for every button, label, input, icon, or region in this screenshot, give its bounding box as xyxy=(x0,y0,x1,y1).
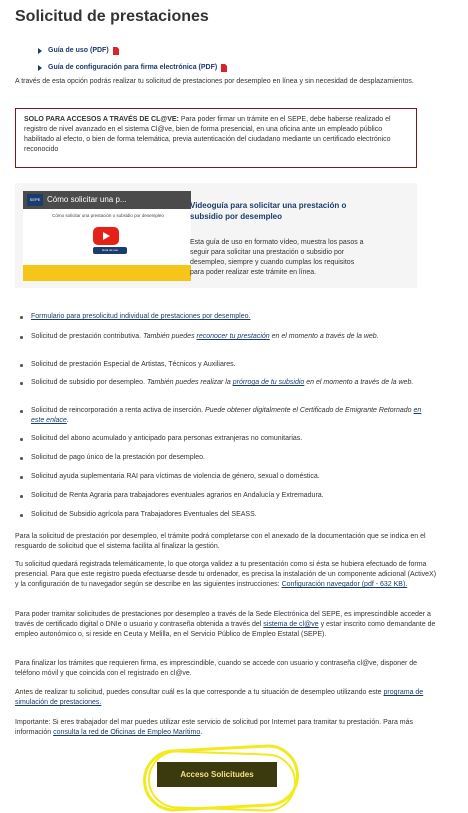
item-text: Solicitud del abono acumulado y anticipado para personas extranjeras no comunitarias. xyxy=(31,435,303,442)
pdf-icon xyxy=(113,47,119,55)
list-item xyxy=(15,406,425,434)
item-text: Solicitud de prestación Especial de Artistas, Técnicos y Auxiliares. xyxy=(31,361,236,368)
paragraph-maritimo xyxy=(15,718,440,738)
item-text: Solicitud de Subsidio agrícola para Trabajadores Eventuales del SEASS. xyxy=(31,511,257,518)
acceso-solicitudes-button[interactable]: Acceso Solicitudes xyxy=(157,762,277,787)
item-text: Solicitud de Renta Agraria para trabajadores eventuales agrarios en Andalucía y Extremadura. xyxy=(31,492,324,499)
guide-link-firma[interactable] xyxy=(38,59,438,76)
video-thumb-text: Cómo solicitar una prestación o subsidio por desempleo xyxy=(52,213,164,218)
page-title: Solicitud de prestaciones xyxy=(15,8,209,25)
config-navegador-link[interactable]: Configuración navegador (pdf - 632 KB). xyxy=(281,581,408,588)
certificado-emigrante-link[interactable]: en este enlace xyxy=(31,407,422,424)
simulacion-link[interactable]: programa de simulación de prestaciones. xyxy=(15,689,424,706)
paragraph-registro xyxy=(15,560,440,590)
request-list xyxy=(15,312,425,529)
list-item xyxy=(15,453,425,472)
presolicitud-link[interactable]: Formulario para presolicitud individual de prestaciones por desempleo. xyxy=(31,313,251,320)
paragraph-text: Para poder tramitar solicitudes de prestaciones por desempleo a través de la Sede Electrónica del SEPE, es imprescindible acceder a través de certificado digital o DNIe o usuario y contraseña obtenida a través del xyxy=(15,611,431,628)
item-text: Solicitud de reincorporación a renta activa de inserción. xyxy=(31,407,205,414)
sepe-logo: SEPE xyxy=(27,194,43,206)
guide-list xyxy=(38,42,438,76)
oficinas-maritimo-link[interactable]: consulta la red de Oficinas de Empleo Marítimo xyxy=(53,729,201,736)
video-thumbnail[interactable] xyxy=(23,191,191,281)
item-text: Solicitud de pago único de la prestación por desempleo. xyxy=(31,454,205,461)
sistema-clave-link[interactable]: sistema de cl@ve xyxy=(263,621,319,628)
arrow-right-icon xyxy=(38,65,42,71)
list-item xyxy=(15,491,425,510)
video-thumb-button: Guía de uso xyxy=(93,247,127,254)
notice-heading: SOLO PARA ACCESOS A TRAVÉS DE CL@VE: xyxy=(24,116,179,123)
list-item xyxy=(15,312,425,332)
guide-link-uso[interactable] xyxy=(38,42,438,59)
clave-notice xyxy=(15,108,417,168)
guide-label: Guía de uso (PDF) xyxy=(48,47,109,54)
paragraph-documentation: Para la solicitud de prestación por desempleo, el trámite podrá completarse con el anexado de la documentación que se indica en el resguardo de solicitud que el sistema facilita al finalizar la gestión. xyxy=(15,533,426,550)
list-item xyxy=(15,378,425,406)
item-text: Solicitud de prestación contributiva. xyxy=(31,333,144,340)
item-note: También puedes xyxy=(143,333,197,340)
list-item xyxy=(15,434,425,453)
video-thumb-title: Cómo solicitar una p... xyxy=(47,195,127,204)
paragraph-acceso xyxy=(15,610,440,640)
list-item xyxy=(15,472,425,491)
item-note: Puede obtener digitalmente el Certificado de Emigrante Retornado xyxy=(204,407,414,414)
video-guide-description: Esta guía de uso en formato vídeo, muestra los pasos a seguir para solicitar una prestación o subsidio por desempleo, siempre y cuando cumplas los requisitos para poder realizar este trámite en línea. xyxy=(190,239,364,276)
item-note: en el momento a través de la web. xyxy=(304,379,414,386)
list-item xyxy=(15,510,425,529)
list-item xyxy=(15,360,425,378)
paragraph-simulacion xyxy=(15,688,440,708)
video-thumb-footer xyxy=(23,265,191,281)
intro-text: A través de esta opción podrás realizar tu solicitud de prestaciones por desempleo en línea y sin necesidad de desplazamientos. xyxy=(15,78,414,85)
youtube-play-icon[interactable] xyxy=(93,227,119,245)
notice-text: Para poder firmar un trámite en el SEPE, debe haberse realizado el registro de nivel avanzado en el sistema Cl@ve, bien de forma presencial, en una oficina ante un empleado público habilitado al efecto, o bien de forma telemática, previa autenticación del ciudadano mediante un certificado electrónico reconocido xyxy=(24,116,391,153)
paragraph-text: Tu solicitud quedará registrada telemáticamente, lo que otorga validez a tu presentación como si ésta se hubiera efectuado de forma presencial. Para que este registro pueda efectuarse desde tu ordenador, es precisa la instalación de un componente adicional (ActiveX) y la configuración de tu navegador según se describe en las siguientes instrucciones: xyxy=(15,561,437,588)
list-item xyxy=(15,332,425,360)
item-note: También puedes realizar la xyxy=(146,379,233,386)
pdf-icon xyxy=(221,64,227,72)
paragraph-firma: Para finalizar los trámites que requieren firma, es imprescindible, cuando se accede con usuario y contraseña cl@ve, disponer de teléfono móvil y que coincida con el registrado en cl@ve. xyxy=(15,660,418,677)
paragraph-text: Importante: Si eres trabajador del mar puedes utilizar este servicio de solicitud por Internet para tramitar tu prestación. Para más información xyxy=(15,719,414,736)
video-guide-title[interactable]: Videoguía para solicitar una prestación o subsidio por desempleo xyxy=(190,201,347,221)
prorroga-subsidio-link[interactable]: prórroga de tu subsidio xyxy=(232,379,305,386)
paragraph-text: Antes de realizar tu solicitud, puedes consultar cuál es la que corresponde a tu situación de desempleo utilizando este xyxy=(15,689,384,696)
reconocer-prestacion-link[interactable]: reconocer tu prestación xyxy=(196,333,270,340)
paragraph-text: y estar inscrito como demandante de empleo autonómico o, si reside en Ceuta y Melilla, en el Servicio Público de Empleo Estatal (SEPE). xyxy=(15,621,436,638)
item-note: en el momento a través de la web. xyxy=(269,333,379,340)
paragraph-text: . xyxy=(200,729,203,736)
arrow-right-icon xyxy=(38,48,42,54)
item-text: Solicitud ayuda suplementaria RAI para víctimas de violencia de género, sexual o doméstica. xyxy=(31,473,320,480)
item-note: . xyxy=(66,417,69,424)
guide-label: Guía de configuración para firma electrónica (PDF) xyxy=(48,64,218,71)
item-text: Solicitud de subsidio por desempleo. xyxy=(31,379,147,386)
